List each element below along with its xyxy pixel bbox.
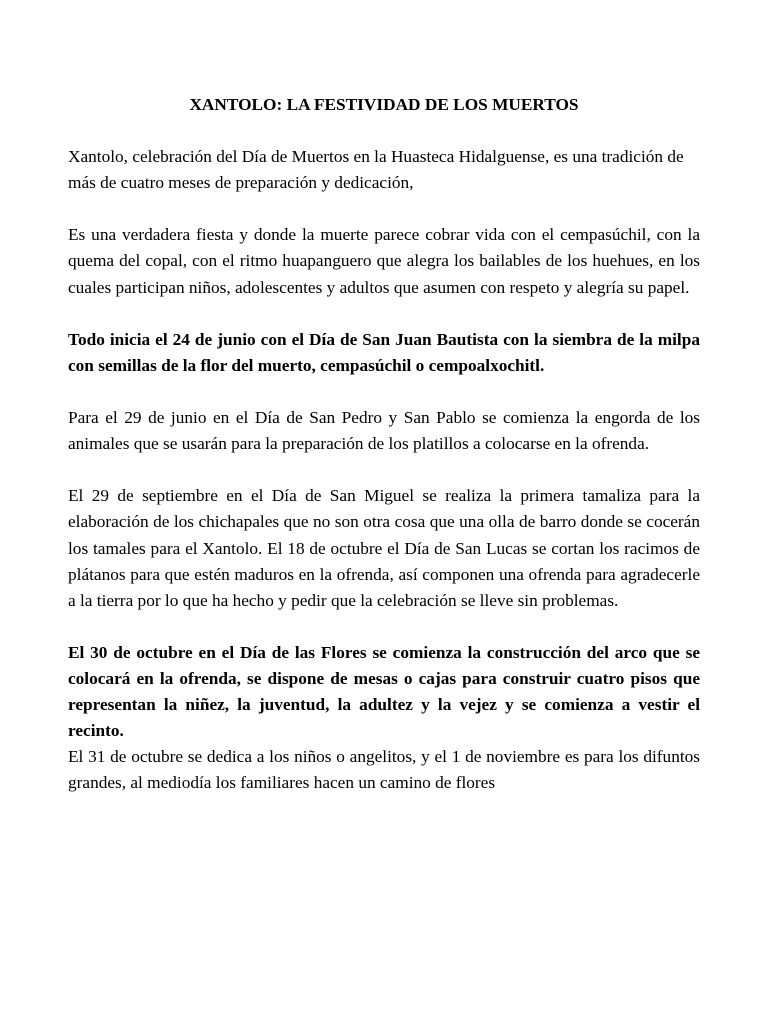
document-title: XANTOLO: LA FESTIVIDAD DE LOS MUERTOS: [189, 95, 579, 114]
document-page: [68, 92, 700, 796]
paragraph-dia-de-las-flores: El 30 de octubre en el Día de las Flores se comienza la construcción del arco que se colocará en la ofrenda, se dispone de mesas o cajas para construir cuatro pisos que representan la niñez, la juventud, la adultez y la vejez y se comienza a vestir el recinto.: [68, 642, 700, 741]
paragraph-san-juan: Todo inicia el 24 de junio con el Día de San Juan Bautista con la siembra de la milpa con semillas de la flor del muerto, cempasúchil o cempoalxochitl.: [68, 329, 700, 375]
paragraph-intro: Xantolo, celebración del Día de Muertos en la Huasteca Hidalguense, es una tradición de más de cuatro meses de preparación y dedicación,: [68, 147, 684, 193]
paragraph-fiesta: Es una verdadera fiesta y donde la muerte parece cobrar vida con el cempasúchil, con la quema del copal, con el ritmo huapanguero que alegra los bailables de los huehues, en los cuales participan niños, adolescentes y adultos que asumen con respeto y alegría su papel.: [68, 225, 700, 297]
paragraph-31-octubre: El 31 de octubre se dedica a los niños o angelitos, y el 1 de noviembre es para los difuntos grandes, al mediodía los familiares hacen un camino de flores: [68, 747, 700, 793]
paragraph-san-pedro: Para el 29 de junio en el Día de San Pedro y San Pablo se comienza la engorda de los animales que se usarán para la preparación de los platillos a colocarse en la ofrenda.: [68, 408, 700, 454]
paragraph-san-miguel: El 29 de septiembre en el Día de San Miguel se realiza la primera tamaliza para la elaboración de los chichapales que no son otra cosa que una olla de barro donde se cocerán los tamales para el Xantolo. El 18 de octubre el Día de San Lucas se cortan los racimos de plátanos para que estén maduros en la ofrenda, así componen una ofrenda para agradecerle a la tierra por lo que ha hecho y pedir que la celebración se lleve sin problemas.: [68, 486, 700, 610]
